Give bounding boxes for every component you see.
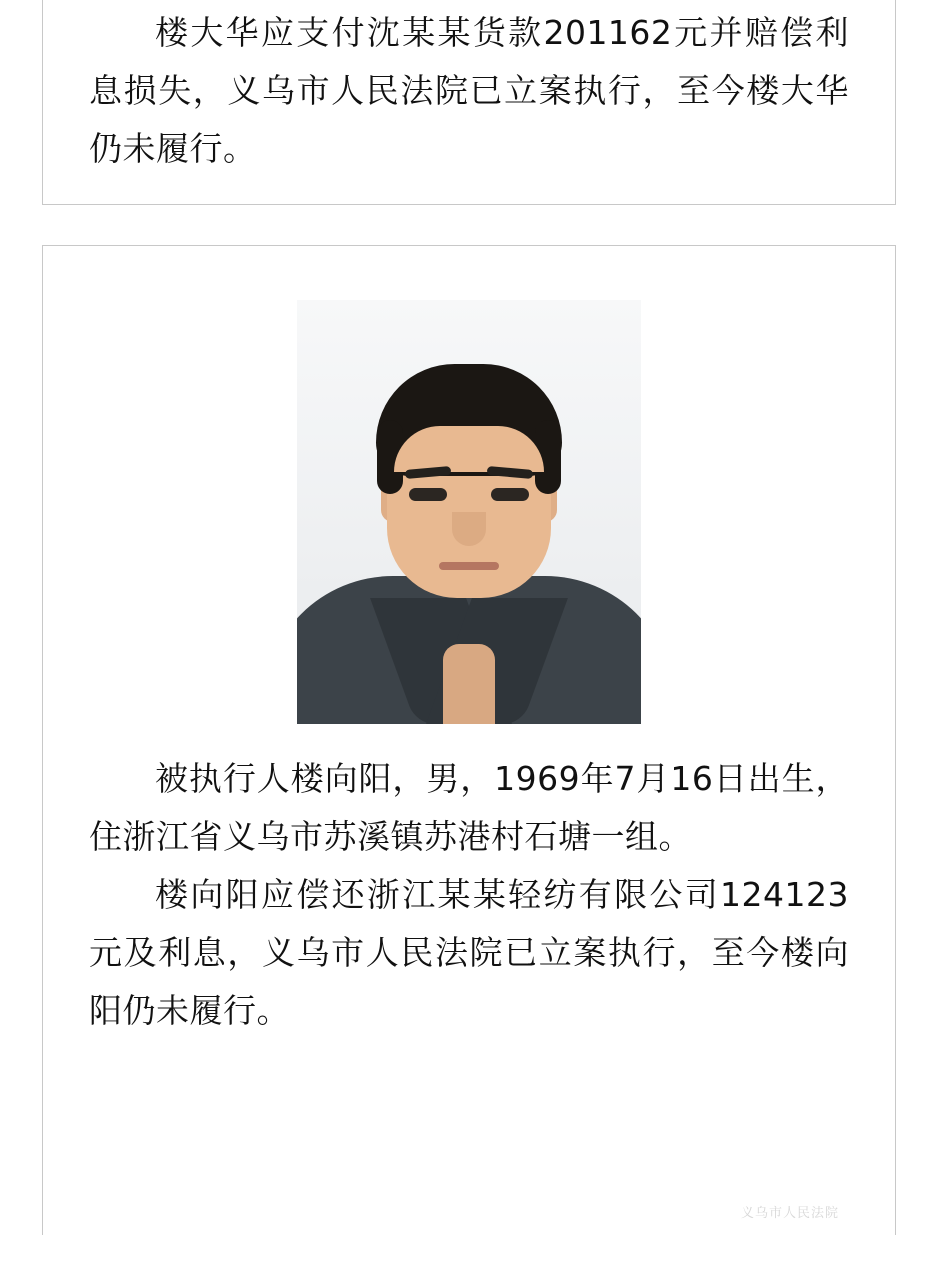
case-card-lou-xiangyang: [42, 245, 896, 1235]
photo-eye-right: [491, 488, 529, 501]
person-info-paragraph: 被执行人楼向阳，男，1969年7月16日出生，住浙江省义乌市苏溪镇苏港村石塘一组。: [89, 759, 849, 856]
portrait-photo-container: [43, 268, 895, 750]
case-card-lou-dahua: [42, 0, 896, 205]
photo-chest: [443, 644, 495, 724]
case-paragraph: 楼大华应支付沈某某货款201162元并赔偿利息损失，义乌市人民法院已立案执行，至今楼大华仍未履行。: [89, 13, 849, 168]
photo-eye-left: [409, 488, 447, 501]
watermark-text: 义乌市人民法院: [740, 1206, 839, 1221]
photo-mouth: [439, 562, 499, 570]
photo-forehead: [394, 426, 544, 472]
portrait-photo: [297, 300, 641, 724]
photo-nose: [452, 512, 486, 546]
case-paragraph: 楼向阳应偿还浙江某某轻纺有限公司124123元及利息，义乌市人民法院已立案执行，至今楼向阳仍未履行。: [89, 875, 849, 1030]
